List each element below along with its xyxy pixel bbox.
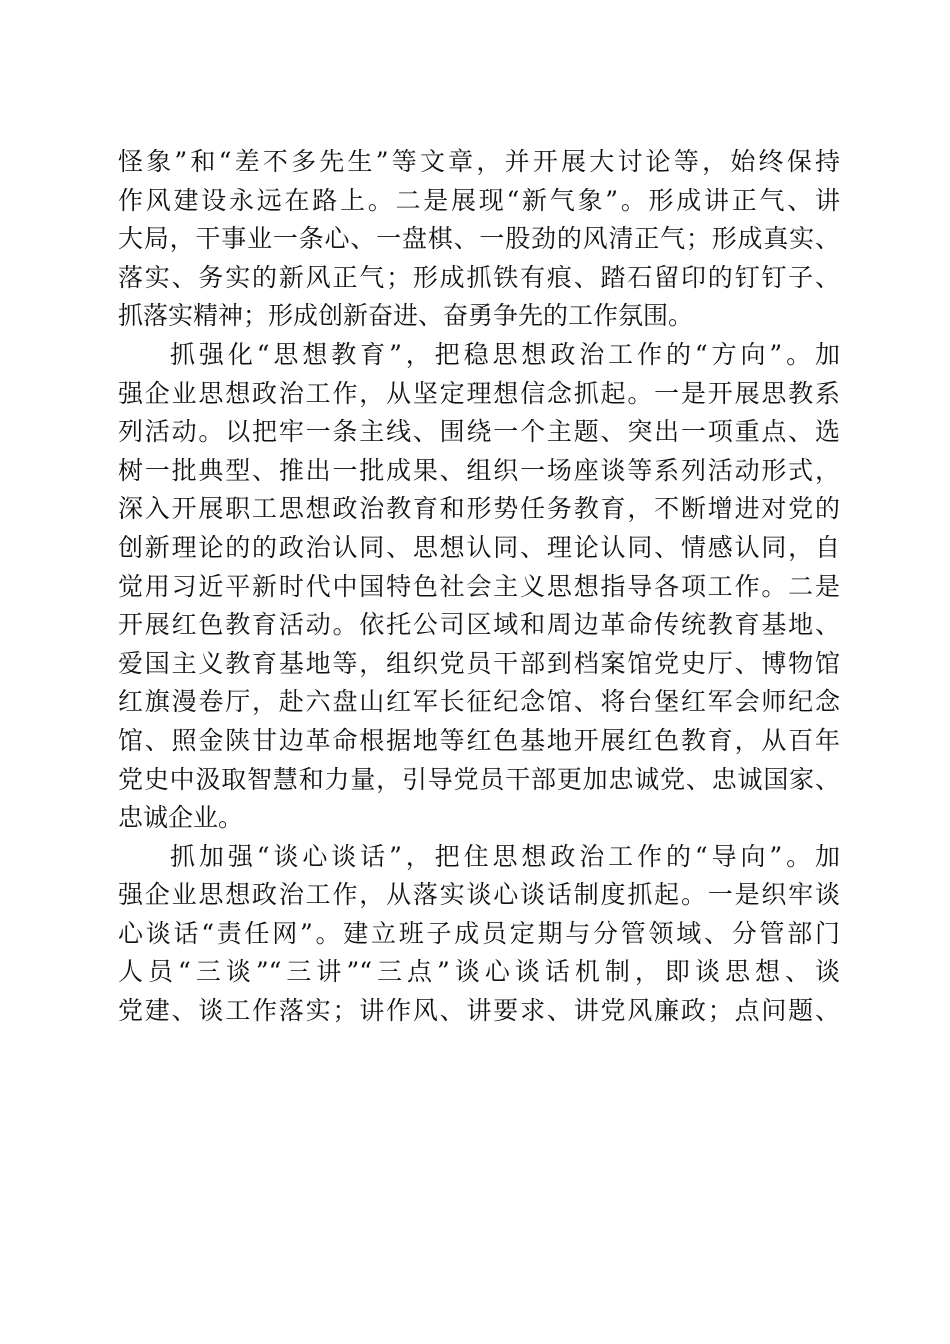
text-line: 落实、务实的新风正气；形成抓铁有痕、踏石留印的钉钉子、 (118, 262, 840, 292)
text-line: 列活动。以把牢一条主线、围绕一个主题、突出一项重点、选 (118, 417, 840, 447)
text-line: 党史中汲取智慧和力量，引导党员干部更加忠诚党、忠诚国家、 (118, 764, 840, 794)
text-line: 抓落实精神；形成创新奋进、奋勇争先的工作氛围。 (118, 301, 694, 331)
text-line: 作风建设永远在路上。二是展现“新气象”。形成讲正气、讲 (118, 185, 840, 215)
text-line: 馆、照金陕甘边革命根据地等红色基地开展红色教育，从百年 (118, 725, 840, 755)
document-page (118, 143, 840, 1031)
text-line: 怪象”和“差不多先生”等文章，并开展大讨论等，始终保持 (118, 147, 840, 176)
text-line: 树一批典型、推出一批成果、组织一场座谈等系列活动形式， (118, 455, 840, 485)
text-line: 忠诚企业。 (118, 803, 244, 833)
text-line: 人员“三谈”“三讲”“三点”谈心谈话机制，即谈思想、谈 (118, 957, 840, 987)
text-line: 强企业思想政治工作，从坚定理想信念抓起。一是开展思教系 (118, 378, 840, 408)
text-line: 强企业思想政治工作，从落实谈心谈话制度抓起。一是织牢谈 (118, 880, 840, 910)
text-line: 觉用习近平新时代中国特色社会主义思想指导各项工作。二是 (118, 571, 840, 601)
text-line: 深入开展职工思想政治教育和形势任务教育，不断增进对党的 (118, 494, 840, 524)
text-line: 爱国主义教育基地等，组织党员干部到档案馆党史厅、博物馆 (118, 648, 840, 678)
paragraph-first-line: 抓强化“思想教育”，把稳思想政治工作的“方向”。加 (170, 339, 840, 369)
text-line: 红旗漫卷厅，赴六盘山红军长征纪念馆、将台堡红军会师纪念 (118, 687, 840, 717)
text-line: 大局，干事业一条心、一盘棋、一股劲的风清正气；形成真实、 (118, 224, 840, 254)
paragraph-first-line: 抓加强“谈心谈话”，把住思想政治工作的“导向”。加 (170, 841, 840, 871)
text-line: 创新理论的的政治认同、思想认同、理论认同、情感认同，自 (118, 532, 840, 562)
text-line: 党建、谈工作落实；讲作风、讲要求、讲党风廉政；点问题、 (118, 996, 840, 1026)
text-line: 开展红色教育活动。依托公司区域和周边革命传统教育基地、 (118, 610, 840, 640)
text-line: 心谈话“责任网”。建立班子成员定期与分管领域、分管部门 (118, 918, 840, 948)
